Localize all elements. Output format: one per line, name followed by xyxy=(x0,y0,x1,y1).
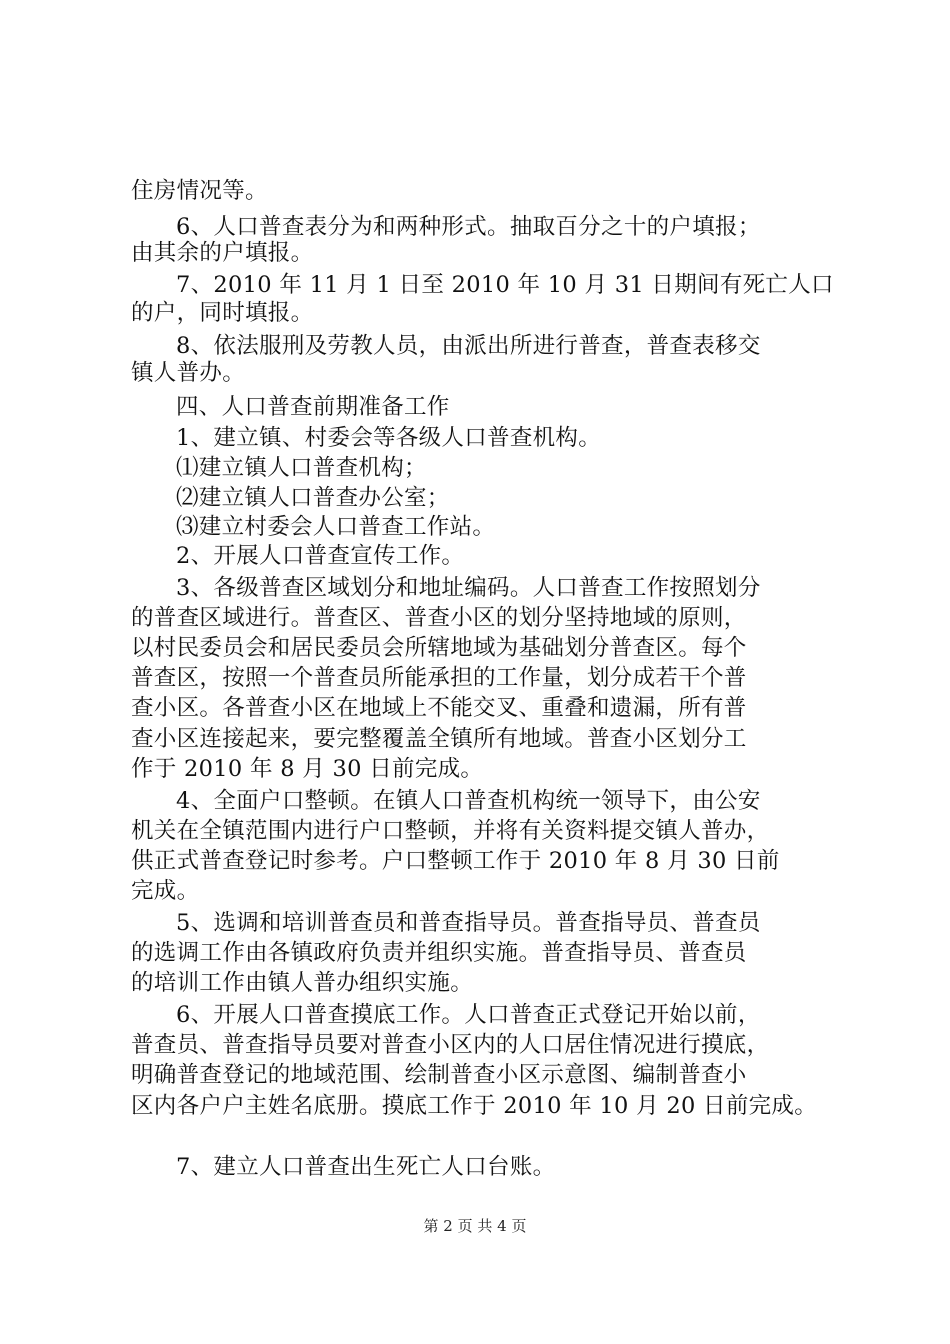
text-line: 由其余的户填报。 xyxy=(131,240,314,266)
text-line: 的培训工作由镇人普办组织实施。 xyxy=(131,970,474,996)
text-line: 的选调工作由各镇政府负责并组织实施。普查指导员、普查员 xyxy=(131,940,747,966)
text-line: 普查员、普查指导员要对普查小区内的人口居住情况进行摸底， xyxy=(131,1032,770,1058)
text-line: 6、人口普查表分为和两种形式。抽取百分之十的户填报； xyxy=(176,214,761,240)
text-line: 7、建立人口普查出生死亡人口台账。 xyxy=(176,1154,556,1180)
text-line: 查小区。各普查小区在地域上不能交叉、重叠和遗漏，所有普 xyxy=(131,695,747,721)
text-line: 4、全面户口整顿。在镇人口普查机构统一领导下，由公安 xyxy=(176,788,761,814)
text-line: ⑴建立镇人口普查机构； xyxy=(176,455,427,481)
text-line: 供正式普查登记时参考。户口整顿工作于 2010 年 8 月 30 日前 xyxy=(131,848,780,874)
text-line: 8、依法服刑及劳教人员，由派出所进行普查，普查表移交 xyxy=(176,333,761,359)
text-line: ⑶建立村委会人口普查工作站。 xyxy=(176,514,496,540)
text-line: 3、各级普查区域划分和地址编码。人口普查工作按照划分 xyxy=(176,575,761,601)
text-line: 以村民委员会和居民委员会所辖地域为基础划分普查区。每个 xyxy=(131,635,747,661)
text-line: 查小区连接起来，要完整覆盖全镇所有地域。普查小区划分工 xyxy=(131,726,747,752)
text-line: 2、开展人口普查宣传工作。 xyxy=(176,543,465,569)
text-line: 7、2010 年 11 月 1 日至 2010 年 10 月 31 日期间有死亡人口 xyxy=(176,272,834,298)
text-line: 5、选调和培训普查员和普查指导员。普查指导员、普查员 xyxy=(176,910,761,936)
text-line: 区内各户户主姓名底册。摸底工作于 2010 年 10 月 20 日前完成。 xyxy=(131,1093,818,1119)
text-line: 镇人普办。 xyxy=(131,360,246,386)
text-line: 完成。 xyxy=(131,878,200,904)
text-line: 6、开展人口普查摸底工作。人口普查正式登记开始以前， xyxy=(176,1002,761,1028)
text-line: 机关在全镇范围内进行户口整顿，并将有关资料提交镇人普办， xyxy=(131,818,770,844)
page-number-footer: 第 2 页 共 4 页 xyxy=(423,1217,527,1235)
section-heading: 四、人口普查前期准备工作 xyxy=(176,394,450,420)
text-line: ⑵建立镇人口普查办公室； xyxy=(176,485,450,511)
text-line: 1、建立镇、村委会等各级人口普查机构。 xyxy=(176,425,602,451)
text-line: 作于 2010 年 8 月 30 日前完成。 xyxy=(131,756,484,782)
text-line: 的户，同时填报。 xyxy=(131,300,314,326)
text-line: 的普查区域进行。普查区、普查小区的划分坚持地域的原则， xyxy=(131,605,747,631)
text-line: 明确普查登记的地域范围、绘制普查小区示意图、编制普查小 xyxy=(131,1062,747,1088)
text-line: 普查区，按照一个普查员所能承担的工作量，划分成若干个普 xyxy=(131,665,747,691)
text-line: 住房情况等。 xyxy=(131,178,268,204)
